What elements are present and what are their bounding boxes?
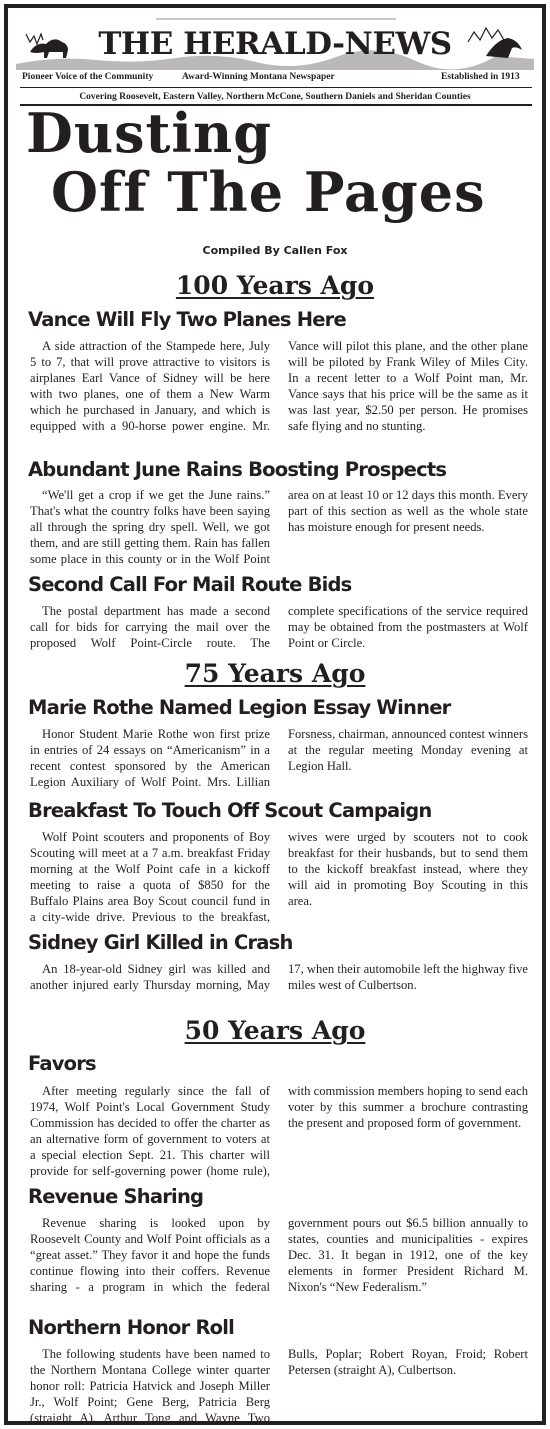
story-body: Honor Student Marie Rothe won first prize in entries of 24 essays on “Americanism” in a recent contest sponsored by the American Legion Auxiliary of Wolf Point. Mrs. Lillian Forsness, chairman, announced contest winners at the regular meeting Monday evening at Legion Hall. [30, 727, 528, 789]
story-body: Wolf Point scouters and proponents of Boy Scouting will meet at a 7 a.m. breakfast Friday morning at the Wolf Point cafe in a kickoff meeting to raise a quota of $850 for the Buffalo Plains area Boy Scout council fund in a city-wide drive. Previous to the breakfast, wives were urged by scouters not to cook breakfast for their husbands, but to send them to the kickoff breakfast instead, where they will aid in promoting Boy Scouting in this area. [30, 830, 528, 924]
story-body: A side attraction of the Stampede here, July 5 to 7, that will prove attractive to visitors is airplanes Earl Vance of Sidney will be here with two planes, one of them a New Warm which he purchased in January, and which is equipped with a 90-horse power engine. Mr. Vance will pilot this plane, and the other plane will be piloted by Frank Wiley of Miles City. In a recent letter to a Wolf Point man, Mr. Vance says that his price will be the same as it was last year, $2.50 per person. He promises safe flying and no stunting. [30, 339, 528, 433]
story-body: After meeting regularly since the fall of 1974, Wolf Point's Local Government Study Commission has decided to offer the charter as an alternative form of government to voters at a special election Sept. 21. This charter will provide for self-governing power (home rule), with commission members hoping to send each voter by this summer a brochure contrasting the present and proposed form of government. [30, 1084, 528, 1178]
story-headline: Second Call For Mail Route Bids [28, 573, 352, 596]
page-title-line1: Dusting [26, 101, 272, 165]
masthead-coverage: Covering Roosevelt, Eastern Valley, Northern McCone, Southern Daniels and Sheridan Counties [79, 92, 471, 102]
era-heading-75: 75 Years Ago [184, 659, 366, 688]
story-headline: Sidney Girl Killed in Crash [28, 931, 293, 954]
page-title [26, 101, 486, 224]
masthead [16, 12, 534, 104]
tagline-right: Established in 1913 [441, 72, 520, 82]
tagline-left: Pioneer Voice of the Community [22, 72, 154, 82]
newspaper-page [4, 4, 546, 1425]
tagline-center: Award-Winning Montana Newspaper [182, 72, 335, 82]
story-headline: Marie Rothe Named Legion Essay Winner [28, 696, 451, 719]
story-body: The following students have been named to the Northern Montana College winter quarter honor roll: Patricia Hatvick and Joseph Miller Jr., Wolf Point; Gene Berg, Patricia Berg (straight A), Arthur Tong and Wayne Two Bulls, Poplar; Robert Royan, Froid; Robert Petersen (straight A), Culbertson. [30, 1347, 528, 1425]
era-heading-50: 50 Years Ago [184, 1016, 366, 1045]
byline: Compiled By Callen Fox [202, 244, 348, 257]
story-headline: Northern Honor Roll [28, 1316, 235, 1339]
story-headline: Vance Will Fly Two Planes Here [28, 308, 346, 331]
story-body: The postal department has made a second call for bids for carrying the mail over the proposed Wolf Point-Circle route. The complete specifications of the service required may be obtained from the postmasters at Wolf Point or Circle. [30, 604, 528, 650]
masthead-title: THE HERALD-NEWS [98, 26, 452, 62]
story-body: An 18-year-old Sidney girl was killed and another injured early Thursday morning, May 17, when their automobile left the highway five miles west of Culbertson. [30, 962, 528, 992]
story-body: “We'll get a crop if we get the June rains.” That's what the country folks have been saying all through the spring dry spell. Well, we got them, and are still getting them. Rain has fallen some place in this county or in the Wolf Point area on at least 10 or 12 days this month. Every part of this section as well as the whole state has moisture enough for present needs. [30, 488, 528, 566]
story-body: Revenue sharing is looked upon by Roosevelt County and Wolf Point officials as a “great asset.” They favor it and hope the funds continue flowing into their coffers. Revenue sharing - a program in which the federal government pours out $6.5 billion annually to states, counties and municipalities - expires Dec. 31. It began in 1912, one of the key elements in former President Richard M. Nixon's “New Federalism.” [30, 1216, 528, 1294]
story-headline: Revenue Sharing [28, 1185, 204, 1208]
story-headline: Breakfast To Touch Off Scout Campaign [28, 799, 432, 822]
page-title-line2: Off The Pages [51, 160, 486, 224]
era-heading-100: 100 Years Ago [175, 271, 375, 300]
story-headline: Favors [28, 1052, 96, 1075]
story-headline: Abundant June Rains Boosting Prospects [28, 458, 447, 481]
masthead-rule-top [20, 87, 532, 88]
